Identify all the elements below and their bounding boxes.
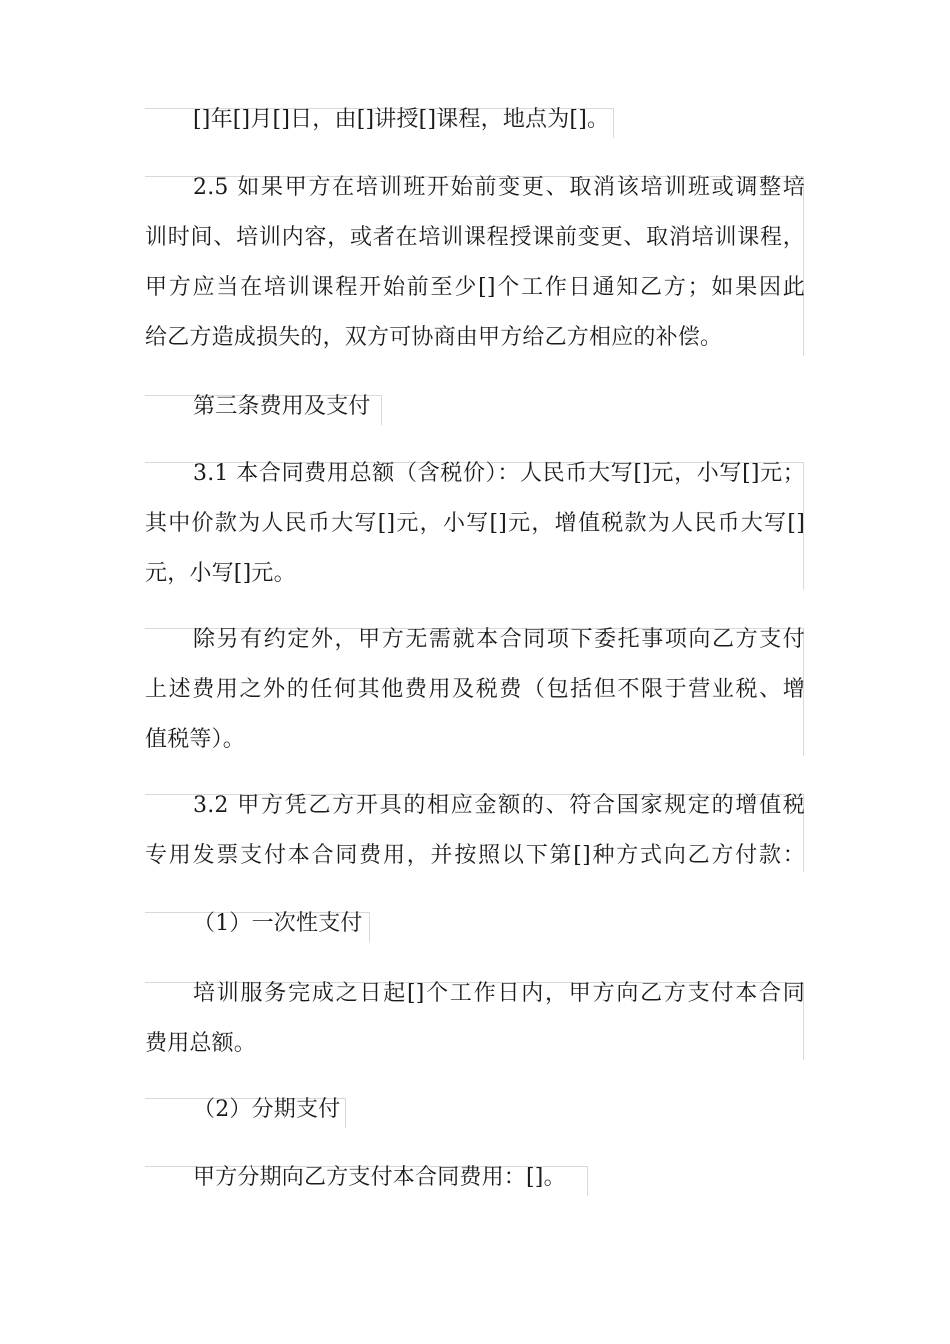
payment-option-label: （1）一次性支付 [193,911,363,936]
paragraph-line: 3.2 甲方凭乙方开具的相应金额的、符合国家规定的增值税 [193,793,805,818]
paragraph-line: 上述费用之外的任何其他费用及税费（包括但不限于营业税、增 [145,677,805,702]
paragraph-line: 值税等）。 [145,727,246,752]
text-boundary-mark [803,176,804,356]
paragraph-line: 费用总额。 [145,1031,257,1056]
paragraph-line: 元，小写[]元。 [145,561,296,586]
payment-option-label: （2）分期支付 [193,1097,341,1122]
paragraph-line: 3.1 本合同费用总额（含税价）：人民币大写[]元，小写[]元； [193,461,805,486]
paragraph-line: 甲方分期向乙方支付本合同费用：[]。 [193,1165,566,1190]
paragraph-line: []年[]月[]日，由[]讲授[]课程，地点为[]。 [193,107,610,132]
paragraph-line: 训时间、培训内容，或者在培训课程授课前变更、取消培训课程， [145,225,805,250]
paragraph-line: 专用发票支付本合同费用，并按照以下第[]种方式向乙方付款： [145,843,805,868]
paragraph-line: 2.5 如果甲方在培训班开始前变更、取消该培训班或调整培 [193,175,805,200]
paragraph-line: 给乙方造成损失的，双方可协商由甲方给乙方相应的补偿。 [145,325,723,350]
paragraph-line: 培训服务完成之日起[]个工作日内，甲方向乙方支付本合同 [193,981,805,1006]
paragraph-line: 除另有约定外，甲方无需就本合同项下委托事项向乙方支付 [193,627,805,652]
paragraph-line: 甲方应当在培训课程开始前至少[]个工作日通知乙方；如果因此 [145,275,805,300]
paragraph-line: 其中价款为人民币大写[]元，小写[]元，增值税款为人民币大写[] [145,511,805,536]
section-heading: 第三条费用及支付 [193,394,371,419]
